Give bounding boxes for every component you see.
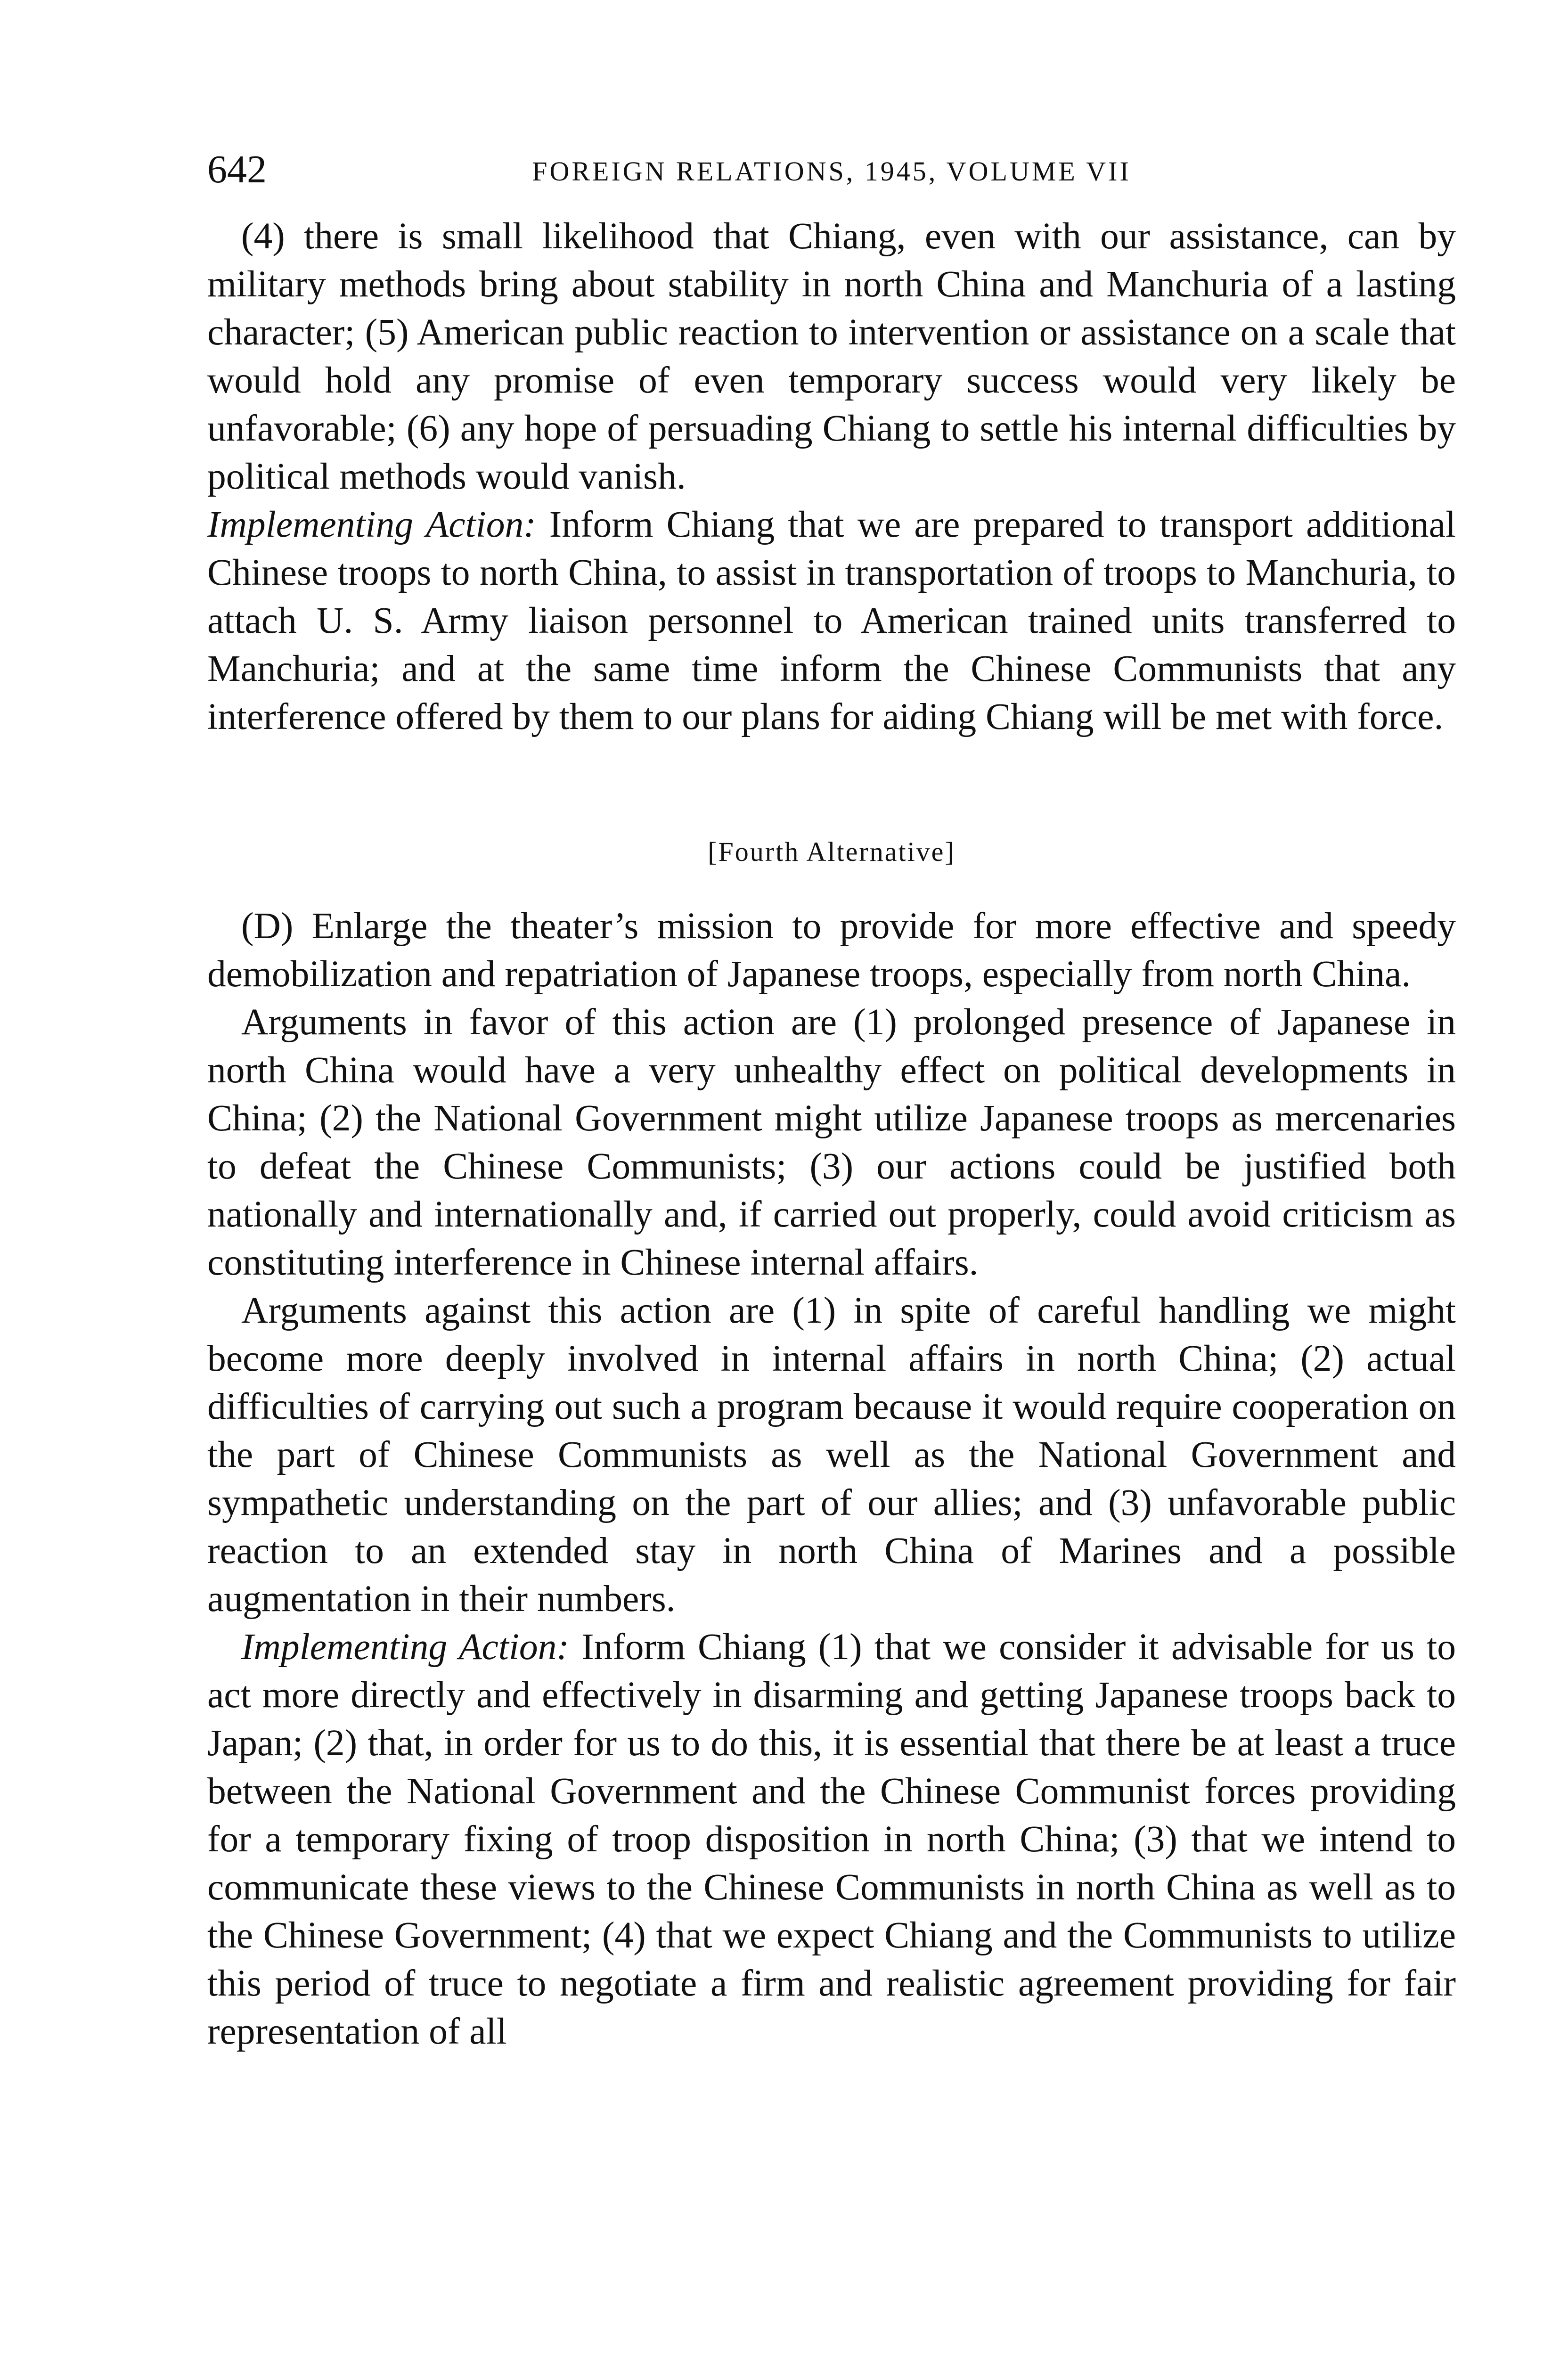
paragraph-implementing-action-d [207,1623,1456,2055]
implementing-action-text: Inform Chiang (1) that we consider it advisable for us to act more directly and effectively in disarming and getting Japanese troops back to Japan; (2) that, in order for us to do this, it is essential that there be at least a truce between the National Government and the Chinese Communist forces providing for a temporary fixing of troop disposition in north China; (3) that we intend to communicate these views to the Chinese Communists in north China as well as to the Chinese Government; (4) that we expect Chiang and the Communists to utilize this period of truce to negotiate a firm and realistic agreement providing for fair representation of all [207,1626,1456,2052]
paragraph-alternative-d: (D) Enlarge the theater’s mission to provide for more effective and speedy demobilization and repatriation of Japanese troops, especially from north China. [207,905,1456,995]
paragraph-arguments-for: Arguments in favor of this action are (1) prolonged presence of Japanese in north China would have a very unhealthy effect on political developments in China; (2) the National Government might utilize Japanese troops as mercenaries to defeat the Chinese Communists; (3) our actions could be justified both nationally and internationally and, if carried out properly, could avoid criticism as constituting interference in Chinese internal affairs. [207,1001,1456,1283]
paragraph-arguments-against: Arguments against this action are (1) in spite of careful handling we might become more deeply involved in internal affairs in north China; (2) actual difficulties of carrying out such a program because it would require cooperation on the part of Chinese Communists as well as the National Government and sympathetic understanding on the part of our allies; and (3) unfavorable public reaction to an extended stay in north China of Marines and a possible augmentation in their numbers. [207,1290,1456,1620]
running-title: FOREIGN RELATIONS, 1945, VOLUME VII [532,156,1131,187]
page-number: 642 [207,147,267,191]
document-page [207,146,1456,2055]
paragraph-continuation: (4) there is small likelihood that Chiang, even with our assistance, can by military methods bring about stability in north China and Manchuria of a lasting character; (5) American public reaction to intervention or assistance on a scale that would hold any promise of even temporary success would very likely be unfavorable; (6) any hope of persuading Chiang to settle his internal difficulties by political methods would vanish. [207,215,1456,497]
implementing-action-text: Inform Chiang that we are prepared to transport additional Chinese troops to north China, to assist in transportation of troops to Manchuria, to attach U. S. Army liaison personnel to American trained units transferred to Manchuria; and at the same time inform the Chinese Communists that any interference offered by them to our plans for aiding Chiang will be met with force. [207,504,1456,737]
page-header [207,146,1456,203]
implementing-action-label: Implementing Action: [241,1626,569,1668]
paragraph-implementing-action-c [207,500,1456,741]
implementing-action-label: Implementing Action: [207,504,536,545]
document-body [207,212,1456,2055]
section-heading: [Fourth Alternative] [708,836,956,867]
